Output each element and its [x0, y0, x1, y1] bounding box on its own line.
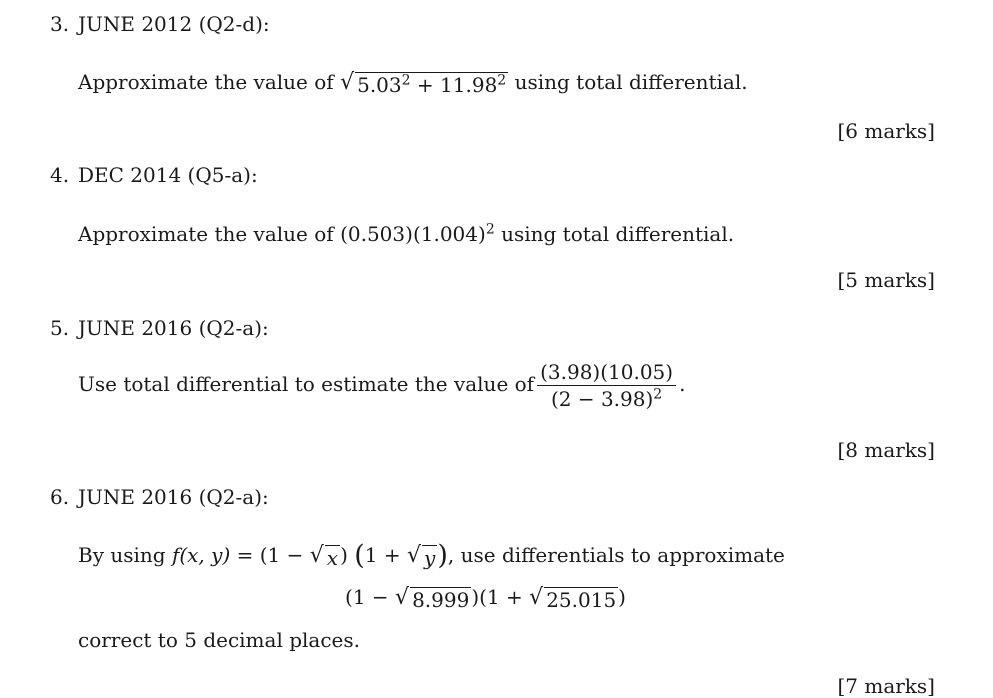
- question-6-closing: correct to 5 decimal places.: [78, 628, 360, 652]
- question-text: , use differentials to approximate: [447, 542, 785, 567]
- question-5-text: [78, 361, 685, 410]
- question-text: .: [679, 372, 686, 396]
- marks-label: [7 marks]: [837, 674, 935, 698]
- marks-label: [5 marks]: [837, 268, 935, 292]
- square-root-expression: √ 5.03$^2$ + 11.98$^2$: [340, 70, 507, 97]
- exponent: 2: [653, 386, 663, 403]
- operator: −: [286, 542, 304, 567]
- question-text: Use total differential to estimate the value of: [78, 372, 535, 396]
- term-a: (0.503): [340, 222, 413, 246]
- display-expression: (1 − √ 8.999 )(1 + √ 25.015 ): [345, 585, 626, 612]
- constant-one: 1: [486, 585, 500, 609]
- question-6-heading: [50, 485, 269, 509]
- operator: +: [416, 73, 434, 97]
- function-name: f: [171, 542, 180, 567]
- term-b: 11.98: [440, 73, 498, 97]
- question-number: 3.: [50, 12, 70, 36]
- product-expression: [340, 222, 495, 246]
- equals-sign: =: [236, 542, 254, 567]
- fraction-denominator: [548, 386, 665, 410]
- exponent: 2: [497, 72, 507, 89]
- square-root-x: √ x: [309, 542, 339, 570]
- function-definition: f(x, y) = (1 − √ x ) (1 + √ y ): [171, 540, 448, 571]
- question-text: By using: [78, 542, 166, 567]
- question-number: 4.: [50, 163, 70, 187]
- square-root-a: √ 8.999: [395, 585, 470, 612]
- question-5-heading: [50, 316, 269, 340]
- denominator-base: (2 − 3.98): [550, 387, 654, 411]
- question-number: 5.: [50, 316, 70, 340]
- variable-x: x: [326, 545, 339, 570]
- question-source: JUNE 2016 (Q2-a):: [78, 316, 269, 340]
- question-3-text: [78, 70, 748, 97]
- term-a: 5.03: [357, 73, 402, 97]
- question-text: Approximate the value of: [78, 222, 334, 246]
- constant-one: 1: [352, 585, 366, 609]
- question-6-text: [78, 540, 785, 572]
- square-root-b: √ 25.015: [529, 585, 617, 612]
- function-args: (x, y): [179, 542, 231, 567]
- question-source: DEC 2014 (Q5-a):: [78, 163, 258, 187]
- question-text: using total differential.: [501, 222, 735, 246]
- fraction-numerator: (3.98)(10.05): [537, 361, 676, 386]
- marks-label: [8 marks]: [837, 438, 935, 462]
- question-number: 6.: [50, 485, 70, 509]
- question-text: Approximate the value of: [78, 70, 334, 94]
- term-b: (1.004): [412, 222, 486, 246]
- constant-one: 1: [364, 542, 378, 567]
- radicand-b: 25.015: [546, 588, 617, 612]
- question-3-heading: [50, 12, 270, 36]
- marks-label: [6 marks]: [837, 119, 935, 143]
- question-4-heading: [50, 163, 258, 187]
- variable-y: y: [424, 545, 436, 570]
- operator: +: [506, 585, 523, 609]
- constant-one: 1: [267, 542, 281, 567]
- question-text: using total differential.: [514, 70, 748, 94]
- fraction-expression: [537, 361, 676, 410]
- exponent: 2: [401, 72, 411, 89]
- question-source: JUNE 2016 (Q2-a):: [78, 485, 269, 509]
- radicand-a: 8.999: [412, 588, 470, 612]
- exponent: 2: [485, 221, 495, 238]
- question-4-text: [78, 222, 734, 246]
- square-root-y: √ y: [407, 542, 436, 570]
- operator: +: [383, 542, 401, 567]
- question-source: JUNE 2012 (Q2-d):: [78, 12, 270, 36]
- operator: −: [371, 585, 389, 609]
